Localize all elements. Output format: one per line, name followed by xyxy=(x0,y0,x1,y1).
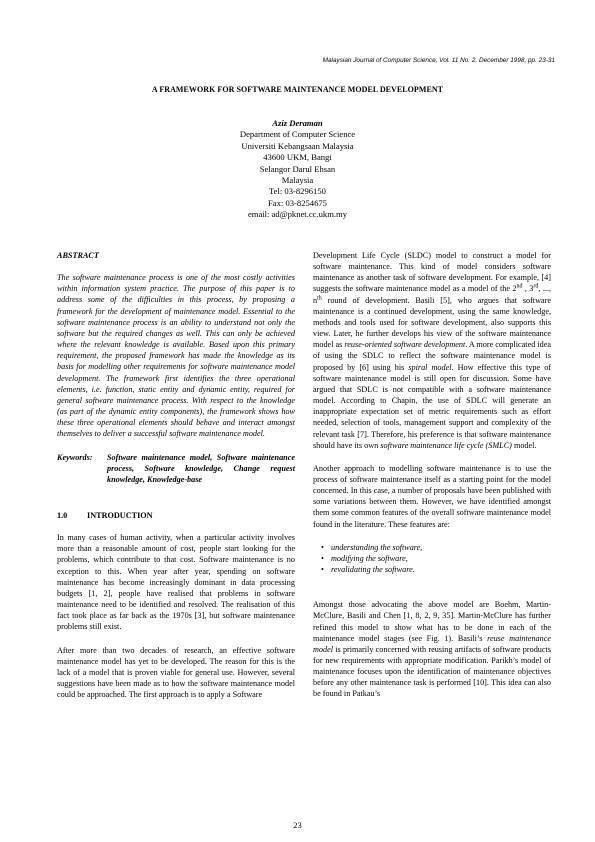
intro-paragraph-2: After more than two decades of research, an effective software maintenance model has yet to be developed. The reason for this is the lack of a model that is proven viable for general use. However, several suggestions have been made as to how the software maintenance model could be approached. The first approach is to apply a Software xyxy=(57,645,295,700)
list-item: • understanding the software, xyxy=(321,542,551,553)
author-phone: Tel: 03-8296150 xyxy=(269,186,326,197)
author-fax: Fax: 03-8254675 xyxy=(268,197,327,208)
body-paragraph-sdlc: Development Life Cycle (SLDC) model to construct a model for software maintenance. This kind of model considers software maintenance as another task of software development. For example, [4] suggests the software maintenance model as a model of the 2nd , 3rd, ..., $n^{th}$ round of development. Basili [5], who argues that software maintenance is a continued development, using the same knowledge, methods and tools used for software development, also supports this view. Later, he further develops his view of the software maintenance model as reuse-oriented software development. A more complicated idea of using the SDLC to reflect the software maintenance model is proposed by [6] using his spiral model. How effective this type of software maintenance model is still open for discussion. Some have argued that SDLC is not compatible with a software maintenance model. According to Chapin, the use of SDLC will generate an inappropriate expectation set of metric requirements such as effort needed, selection of tools, management support and complexity of the relevant task [7]. Therefore, his preference is that software maintenance should have its own software maintenance life cycle (SMLC) model. xyxy=(313,251,552,450)
author-affiliation-line: 43600 UKM, Bangi xyxy=(263,152,332,163)
feature-list xyxy=(313,542,551,575)
section-heading-introduction xyxy=(57,510,295,521)
keywords-label: Keywords: xyxy=(57,452,93,462)
body-paragraph-advocates: Amongst those advocating the above model are Boehm, Martin-McClure, Basili and Chen [1, 8, 2, 9, 35]. Martin-McClure has further refined this model to show what has to be done in each of the maintenance model stages (see Fig. 1). Basili’s reuse maintenance model is primarily concerned with reusing artifacts of software products for new requirements with appropriate modification. Parikh’s model of maintenance focuses upon the identification of maintenance objectives before any other maintenance task is performed [10]. This idea can also be found in Patkau’s xyxy=(313,600,551,699)
author-affiliation-line: Selangor Darul Ehsan xyxy=(259,163,336,174)
author-affiliation-line: Department of Computer Science xyxy=(239,129,356,140)
abstract-body: The software maintenance process is one of the most costly activities within information system practice. The purpose of this paper is to address some of the difficulties in this process, by proposing a framework for the development of maintenance model. Essential to the software maintenance process is an ability to understand not only the software but the required changes as well. This can only be achieved where the relevant knowledge is available. Based upon this primary requirement, the proposed framework has made the knowledge as its basis for modelling other requirements for software maintenance model development. The framework first identifies the three operational elements, i.e. function, static entity and dynamic entity, required for general software maintenance process. With respect to the knowledge (as part of the dynamic entity components), the framework shows how these three operational elements should behave and interact amongst themselves to deliver a successful software maintenance model. xyxy=(57,273,295,439)
keywords xyxy=(57,452,295,485)
right-column xyxy=(313,250,551,712)
left-column xyxy=(57,250,295,712)
section-title: INTRODUCTION xyxy=(87,510,153,520)
author-affiliation-line: Malaysia xyxy=(281,175,314,186)
author-email: email: ad@pknet.cc.ukm.my xyxy=(247,209,348,220)
list-item: • modifying the software, xyxy=(321,553,551,564)
section-number: 1.0 xyxy=(57,510,68,520)
author-affiliation-line: Universiti Kebangsaan Malaysia xyxy=(241,140,354,151)
running-head: Malaysian Journal of Computer Science, Vol. 11 No. 2, December 1998, pp. 23-31 xyxy=(322,57,555,64)
page-number: 23 xyxy=(293,820,302,830)
body-paragraph-process: Another approach to modelling software maintenance is to use the process of software maintenance itself as a starting point for the model concerned. In this case, a number of proposals have been published with some variations between them. However, we have identified amongst them some common features of the overall software maintenance model found in the literature. These features are: xyxy=(313,463,551,529)
author-name: Aziz Deraman xyxy=(272,118,323,128)
intro-paragraph-1: In many cases of human activity, when a particular activity involves more than a reasonable amount of cost, people start looking for the problems, which contribute to that cost. Software maintenance is no exception to this. When year after year, spending on software maintenance has become increasingly dominant in data processing budgets [1, 2], people have realised that problems in software maintenance need to be identified and resolved. The realisation of this fact took place as far back as the 1970s [3], but software maintenance problems still exist. xyxy=(57,533,295,632)
list-item: • revalidating the software. xyxy=(321,564,551,575)
paper-title: A FRAMEWORK FOR SOFTWARE MAINTENANCE MODEL DEVELOPMENT xyxy=(151,85,444,94)
keywords-text: Software maintenance model, Software maintenance process, Software knowledge, Change request knowledge, Knowledge-base xyxy=(107,452,295,484)
author-block xyxy=(0,118,595,221)
abstract-heading: ABSTRACT xyxy=(57,251,99,260)
